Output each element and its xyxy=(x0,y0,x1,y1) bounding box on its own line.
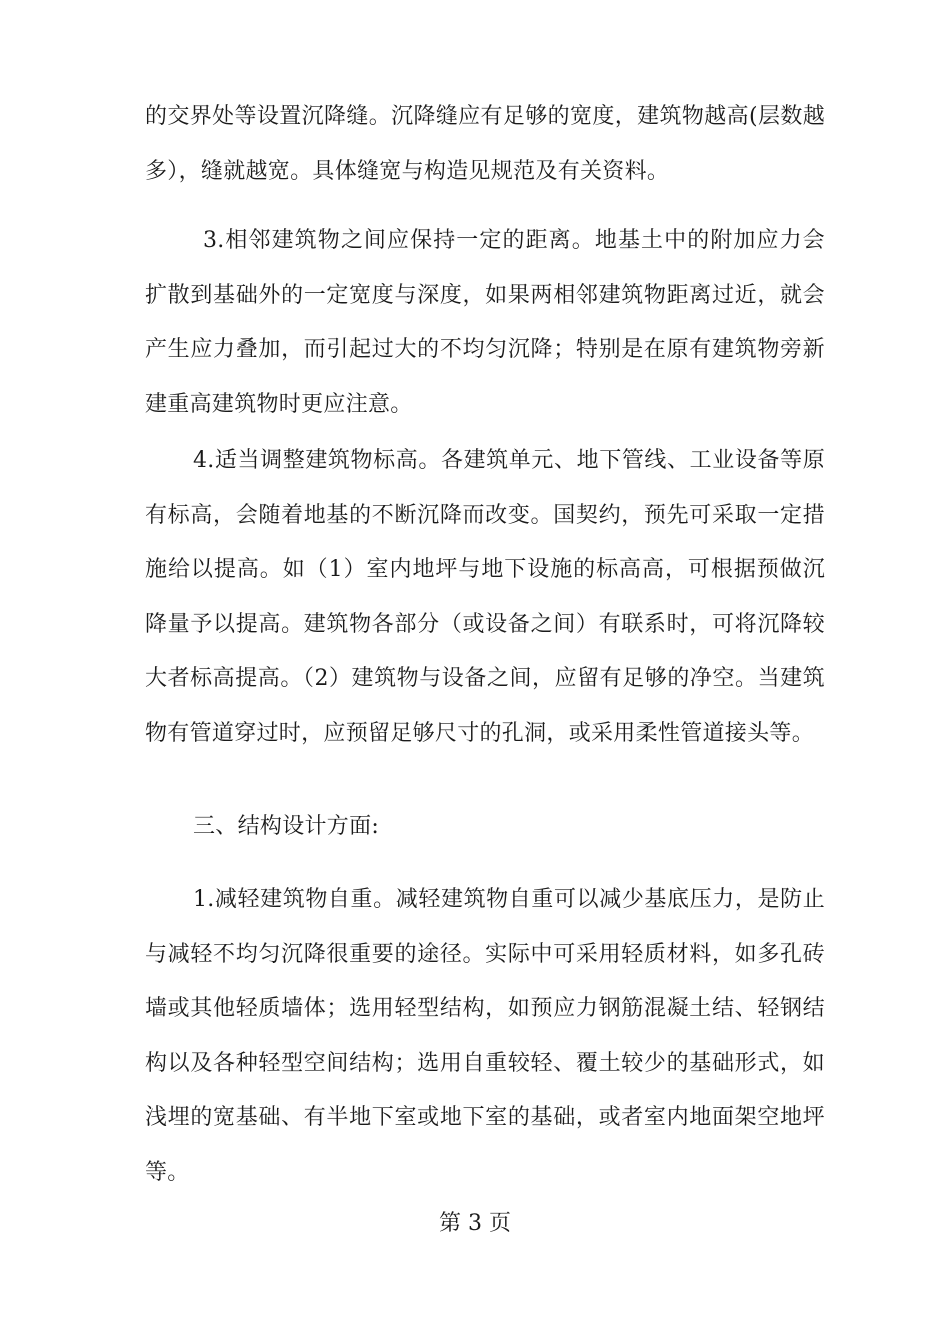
page-number: 第 3 页 xyxy=(439,1211,511,1236)
paragraph-settlement-joint: 的交界处等设置沉降缝。沉降缝应有足够的宽度，建筑物越高(层数越多），缝就越宽。具体缝宽与构造见规范及有关资料。 xyxy=(145,104,825,184)
paragraph-reduce-self-weight: 1.减轻建筑物自重。减轻建筑物自重可以减少基底压力，是防止与减轻不均匀沉降很重要的途径。实际中可采用轻质材料，如多孔砖墙或其他轻质墙体；选用轻型结构，如预应力钢筋混凝土结、轻钢结构以及各种轻型空间结构；选用自重较轻、覆土较少的基础形式，如浅埋的宽基础、有半地下室或地下室的基础，或者室内地面架空地坪等。 xyxy=(145,887,825,1185)
section-heading-structural-design: 三、结构设计方面: xyxy=(193,814,380,839)
paragraph-building-distance: 3.相邻建筑物之间应保持一定的距离。地基土中的附加应力会扩散到基础外的一定宽度与深度，如果两相邻建筑物距离过近，就会产生应力叠加，而引起过大的不均匀沉降；特别是在原有建筑物旁新建重高建筑物时更应注意。 xyxy=(145,228,825,417)
paragraph-adjust-elevation: 4.适当调整建筑物标高。各建筑单元、地下管线、工业设备等原有标高，会随着地基的不断沉降而改变。国契约，预先可采取一定措施给以提高。如（1）室内地坪与地下设施的标高高，可根据预做沉降量予以提高。建筑物各部分（或设备之间）有联系时，可将沉降较大者标高提高。（2）建筑物与设备之间，应留有足够的净空。当建筑物有管道穿过时，应预留足够尺寸的孔洞，或采用柔性管道接头等。 xyxy=(145,448,825,746)
